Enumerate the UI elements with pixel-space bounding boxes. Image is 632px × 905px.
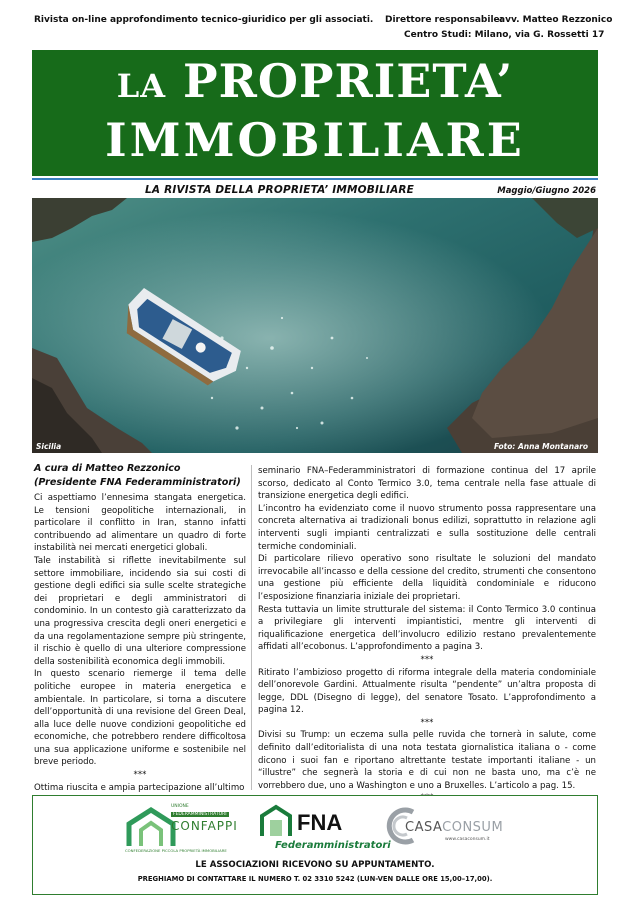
photo-caption-left: Sicilia bbox=[36, 442, 62, 451]
photo-caption-right: Foto: Anna Montanaro bbox=[493, 442, 588, 451]
masthead-rule bbox=[32, 178, 598, 180]
fna-sub: Federamministratori bbox=[275, 840, 391, 851]
casaconsum-logo bbox=[383, 806, 513, 856]
column-divider bbox=[251, 465, 252, 790]
right-paragraph-6: Divisi su Trump: un eczema sulla pelle ruvida che tornerà in salute, come definito dall’editorialista di una nota testata giornalistica italiana o - come dicono i suoi fan e riportano altrettante testate importanti italiane - un “illustre” che segnerà la storia e di cui non ne basta uno, ma c’è ne vorrebbero due, uno a Washington e uno a Bruxelles. L’articolo a pag. 15. bbox=[258, 730, 596, 791]
confappi-sub: CONFEDERAZIONE PICCOLA PROPRIETÀ IMMOBILIARE bbox=[125, 848, 227, 853]
left-paragraph-3: In questo scenario riemerge il tema delle politiche europee in materia energetica e ambientale. In particolare, si torna a discutere dell’opportunità di una revisione del Green Deal, alla luce delle nuove condizioni geopolitiche ed economiche, che potrebbero rendere difficoltosa una sua applicazione uniforme e sostenibile nel breve periodo. bbox=[34, 669, 246, 768]
right-separator-2: *** bbox=[420, 717, 434, 728]
left-separator: *** bbox=[133, 770, 147, 781]
right-paragraph-1: seminario FNA–Federamministratori di formazione continua del 17 aprile scorso, dedicato al Conto Termico 3.0, tema centrale nella fase attuale di transizione energetica degli edifici. bbox=[258, 466, 596, 502]
masthead-la: LA bbox=[116, 67, 167, 105]
masthead bbox=[32, 50, 598, 176]
cover-photo bbox=[32, 198, 598, 453]
right-paragraph-4: Resta tuttavia un limite strutturale del sistema: il Conto Termico 3.0 continua a privilegiare gli interventi impiantistici, mentre gli interventi di riqualificazione energetica dell’involucro edilizio restano prevalentemente affidati all’ecobonus. L’approfondimento a pagina 3. bbox=[258, 604, 596, 653]
footer-line-2: PREGHIAMO DI CONTATTARE IL NUMERO T. 02 3310 5242 (LUN-VEN DALLE ORE 15,00–17,00). bbox=[137, 875, 493, 883]
footer-box bbox=[32, 795, 598, 895]
right-separator-1: *** bbox=[420, 654, 434, 665]
fna-logo bbox=[259, 802, 391, 860]
issue-date: Maggio/Giugno 2026 bbox=[497, 186, 596, 196]
right-paragraph-3: Di particolare rilievo operativo sono risultate le soluzioni del mandato irrevocabile all’incasso e della cessione del credito, strumenti che consentono una gestione più efficiente della liquidità condominiale e riducono l’esposizione finanziaria iniziale dei proprietari. bbox=[258, 554, 596, 602]
confappi-logo bbox=[125, 802, 245, 858]
cover-photo-illustration bbox=[32, 198, 598, 453]
director-label: Direttore responsabile: bbox=[385, 15, 504, 25]
confappi-name: CONFAPPI bbox=[171, 819, 238, 833]
masthead-line-1 bbox=[32, 54, 598, 113]
left-paragraph-4: Ottima riuscita e ampia partecipazione all’ultimo bbox=[34, 782, 245, 793]
masthead-line-2: IMMOBILIARE bbox=[105, 113, 525, 167]
right-paragraph-5: Ritirato l’ambizioso progetto di riforma integrale della materia condominiale dell’onorevole Gardini. Attualmente risulta “pendente” un’altra proposta di legge, DDL (Disegno di legge), del senatore Tosato. L’approfondimento a pagina 12. bbox=[258, 667, 596, 716]
casaconsum-name-b: CONSUM bbox=[442, 820, 504, 835]
director-name: avv. Matteo Rezzonico bbox=[499, 15, 613, 25]
fna-house-icon bbox=[259, 804, 293, 838]
header-address: Centro Studi: Milano, via G. Rossetti 17 bbox=[404, 30, 605, 40]
fna-name: FNA bbox=[297, 810, 343, 835]
byline-name: A cura di Matteo Rezzonico bbox=[34, 463, 181, 474]
masthead-proprieta: PROPRIETA’ bbox=[183, 54, 514, 108]
byline-role: (Presidente FNA Federamministratori) bbox=[34, 477, 241, 488]
right-paragraph-2: L’incontro ha evidenziato come il nuovo strumento possa rappresentare una concreta alternativa ai tradizionali bonus edilizi, soprattutto in relazione agli interventi sugli impianti centralizzati e sulla sostituzione delle centrali termiche condominiali. bbox=[258, 503, 596, 552]
confappi-fed: FEDERAMMINISTRATORI bbox=[173, 812, 227, 817]
confappi-union: UNIONE bbox=[171, 804, 189, 809]
casaconsum-url: www.casaconsum.it bbox=[445, 837, 490, 842]
casaconsum-name-a: CASA bbox=[405, 820, 443, 835]
header-left-note: Rivista on-line approfondimento tecnico-giuridico per gli associati. bbox=[34, 15, 374, 25]
tagline: LA RIVISTA DELLA PROPRIETA’ IMMOBILIARE bbox=[145, 184, 415, 196]
left-column bbox=[34, 492, 246, 794]
left-paragraph-1: Ci aspettiamo l’ennesima stangata energetica. Le tensioni geopolitiche internazionali, in particolare il conflitto in Iran, stanno infatti contribuendo ad alimentare un quadro di forte instabilità nei mercati energetici globali. bbox=[34, 493, 246, 554]
casaconsum-name bbox=[405, 820, 503, 835]
footer-line-1: LE ASSOCIAZIONI RICEVONO SU APPUNTAMENTO. bbox=[195, 860, 435, 870]
right-column bbox=[258, 465, 596, 805]
left-paragraph-2: Tale instabilità si riflette inevitabilmente sul settore immobiliare, incidendo sia sui costi di gestione degli edifici sia sulle scelte strategiche dei proprietari e degli amministratori di condominio. In un contesto già caratterizzato da una progressiva crescita degli oneri energetici e da una regolamentazione sempre più stringente, il rischio è quello di una ulteriore compressione della sostenibilità economica degli immobili. bbox=[34, 555, 246, 667]
